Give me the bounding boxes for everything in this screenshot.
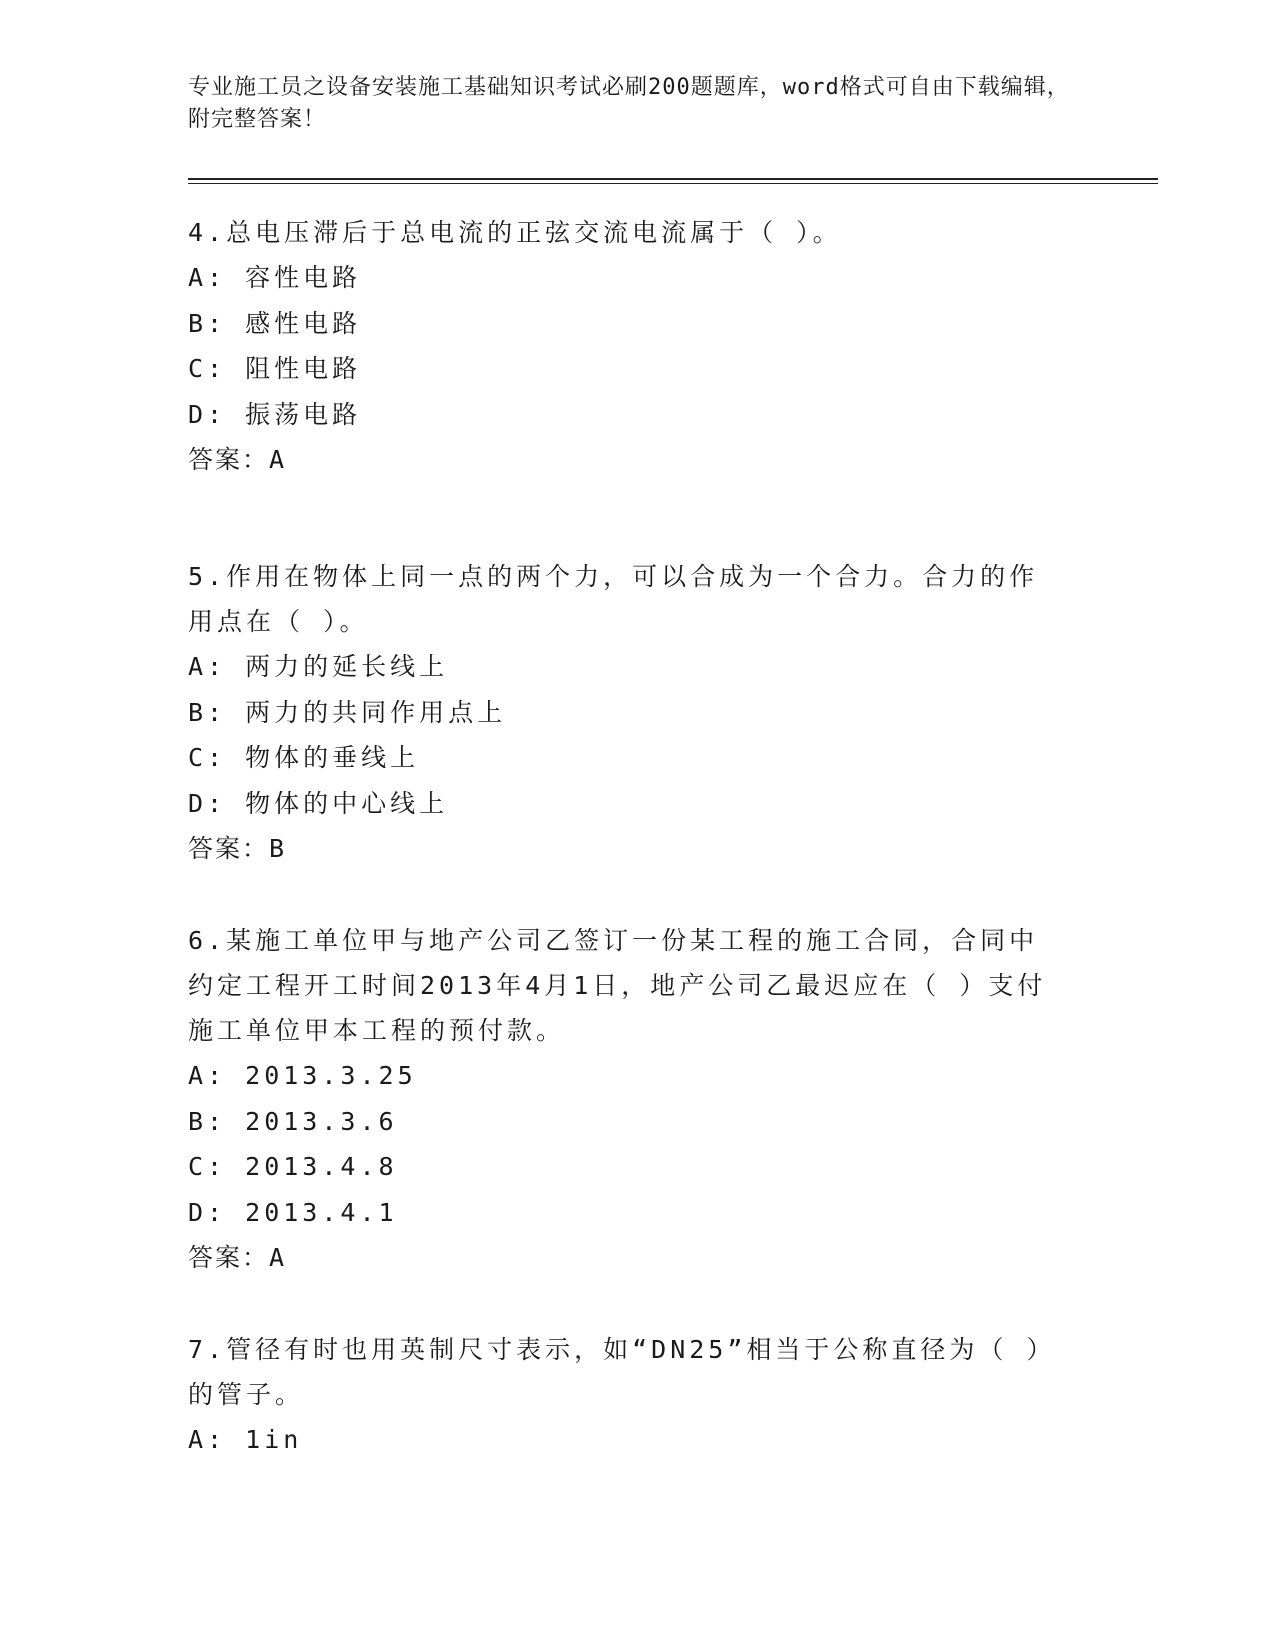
document-page	[188, 0, 1158, 1454]
answer-line: 答案：A	[188, 445, 287, 474]
question-4	[188, 210, 1058, 482]
option-a: A: 两力的延长线上	[188, 652, 449, 681]
answer-line: 答案：A	[188, 1243, 287, 1272]
option-c: C: 阻性电路	[188, 354, 362, 383]
option-a: A: 1in	[188, 1425, 303, 1454]
question-6	[188, 918, 1058, 1280]
document-header	[188, 72, 1088, 136]
document-title: 专业施工员之设备安装施工基础知识考试必刷200题题库，word格式可自由下载编辑，附完整答案！	[188, 75, 1070, 132]
option-c: C: 2013.4.8	[188, 1152, 398, 1181]
option-d: D: 2013.4.1	[188, 1197, 398, 1227]
option-a: A: 2013.3.25	[188, 1061, 417, 1090]
header-divider	[188, 178, 1158, 184]
question-text: 4.总电压滞后于总电流的正弦交流电流属于（ ）。	[188, 218, 842, 247]
question-5	[188, 554, 1058, 871]
question-7	[188, 1327, 1058, 1463]
question-text: 7.管径有时也用英制尺寸表示，如“DN25”相当于公称直径为（ ）的管子。	[188, 1335, 1056, 1409]
option-b: B: 两力的共同作用点上	[188, 697, 507, 727]
option-d: D: 物体的中心线上	[188, 788, 449, 818]
option-a: A: 容性电路	[188, 263, 362, 292]
answer-line: 答案：B	[188, 834, 287, 863]
option-d: D: 振荡电路	[188, 399, 362, 429]
option-b: B: 感性电路	[188, 308, 362, 338]
option-c: C: 物体的垂线上	[188, 743, 420, 772]
option-b: B: 2013.3.6	[188, 1106, 398, 1136]
question-text: 6.某施工单位甲与地产公司乙签订一份某工程的施工合同，合同中约定工程开工时间2013年4月1日，地产公司乙最迟应在（ ）支付施工单位甲本工程的预付款。	[188, 926, 1047, 1045]
question-text: 5.作用在物体上同一点的两个力，可以合成为一个合力。合力的作用点在（ ）。	[188, 562, 1039, 636]
